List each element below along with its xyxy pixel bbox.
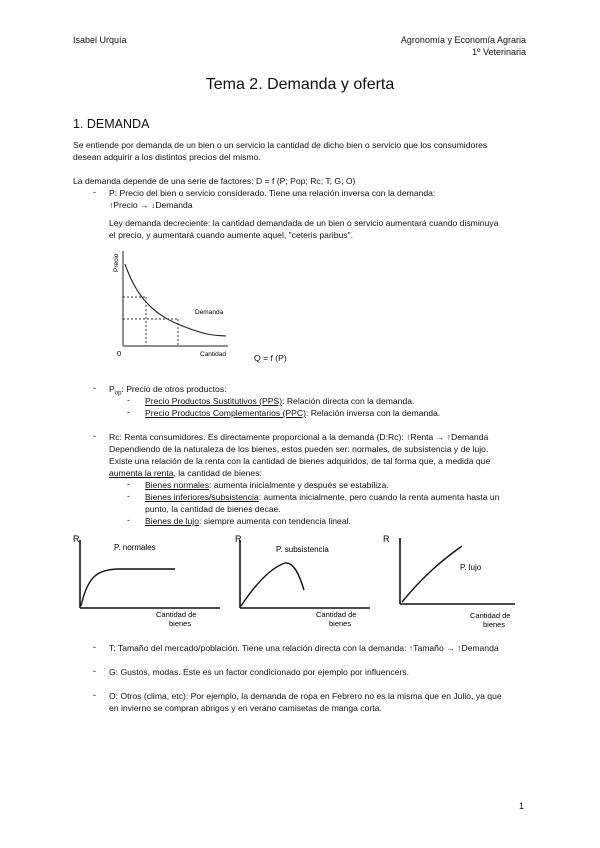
pop-pps: Precio Productos Sustitutivos (PPS): Relación directa con la demanda. xyxy=(145,396,415,406)
page-number: 1 xyxy=(519,801,525,811)
bullet-dash: - xyxy=(93,431,96,441)
bullet-dash: - xyxy=(93,690,96,700)
x-axis-label-2: bienes xyxy=(483,620,506,629)
rc-line-3: Existe una relación de la renta con la cantidad de bienes adquiridos, de tal forma que, a medida que xyxy=(109,456,491,466)
pop-line: $P_{op}$: Precio de otros productos: xyxy=(109,384,227,397)
pop-ppc: Precio Productos Complementarios (PPC): Relación inversa con la demanda. xyxy=(145,408,441,418)
normales-label: P. normales xyxy=(114,543,156,552)
demand-origin: 0 xyxy=(117,349,122,358)
demand-curve xyxy=(125,264,226,336)
demand-chart xyxy=(110,248,240,363)
sub-dash: - xyxy=(127,407,130,417)
o-line-1: O: Otros (clima, etc): Por ejemplo, la demanda de ropa en Febrero no es la misma que en Julio, ya que xyxy=(109,691,502,701)
p-line-1: P: Precio del bien o servicio considerado. Tiene una relación inversa con la demanda: xyxy=(109,188,436,198)
demand-formula: Q = f (P) xyxy=(254,353,287,363)
bullet-dash: - xyxy=(93,187,96,197)
header-year: 1º Veterinaria xyxy=(472,47,526,57)
r-axis-label: R xyxy=(73,534,80,544)
bullet-dash: - xyxy=(93,642,96,652)
normales-curve xyxy=(81,569,175,606)
r-axis-label: R xyxy=(383,534,390,544)
income-charts xyxy=(70,530,530,638)
g-line: G: Gustos, modas. Este es un factor condicionado por ejemplo por influencers. xyxy=(109,667,409,677)
bullet-dash: - xyxy=(93,383,96,393)
factors-intro: La demanda depende de una serie de factores: D = f (P; Pop; Rc; T; G; O) xyxy=(73,176,356,186)
t-line: T: Tamaño del mercado/población. Tiene una relación directa con la demanda: ↑Tamaño → ↑Demanda xyxy=(109,643,499,653)
rc-line-1: Rc: Renta consumidores. Es directamente proporcional a la demanda (D:Rc): ↑Renta → ↑Demanda xyxy=(109,432,489,442)
sub-dash: - xyxy=(127,515,130,525)
x-axis-label-1: Cantidad de xyxy=(316,610,357,619)
sub-dash: - xyxy=(127,479,130,489)
rc-line-4: aumenta la renta, la cantidad de bienes: xyxy=(109,468,262,478)
r-axis-label: R xyxy=(235,534,242,544)
section-heading: 1. DEMANDA xyxy=(73,117,150,131)
chart-lujo xyxy=(383,534,515,629)
rc-normales: Bienes normales: aumenta inicialmente y después se estabiliza. xyxy=(145,480,389,490)
sub-dash: - xyxy=(127,395,130,405)
intro-line-2: desean adquirir a los distintos precios del mismo. xyxy=(73,152,261,162)
x-axis-label-1: Cantidad de xyxy=(470,611,511,620)
header-course: Agronomía y Economía Agraria xyxy=(400,35,526,45)
x-axis-label-2: bienes xyxy=(169,619,192,628)
x-axis-label-1: Cantidad de xyxy=(156,610,197,619)
chart-normales xyxy=(73,534,220,628)
rc-subsistencia: Bienes inferiores/subsistencia: aumenta inicialmente, pero cuando la renta aumenta hasta un xyxy=(145,492,500,502)
demand-xlabel: Cantidad xyxy=(200,351,227,358)
subsistencia-label: P. subsistencia xyxy=(276,545,329,554)
header-author: Isabel Urquía xyxy=(73,35,127,45)
sub-dash: - xyxy=(127,491,130,501)
chart-subsistencia xyxy=(235,534,370,628)
p-law-line-2: el precio, y aumentará cuando aumente aquel, "ceteris paribus". xyxy=(109,230,354,240)
subsistencia-curve xyxy=(241,563,304,606)
p-line-2: ↑Precio → ↓Demanda xyxy=(109,200,193,210)
intro-line-1: Se entiende por demanda de un bien o un servicio la cantidad de dicho bien o servicio que los consumidores xyxy=(73,140,488,150)
lujo-curve xyxy=(402,546,462,602)
demand-curve-label: Demanda xyxy=(195,309,224,316)
o-line-2: en invierno se compran abrigos y en verano camisetas de manga corta. xyxy=(109,703,382,713)
x-axis-label-2: bienes xyxy=(329,619,352,628)
lujo-label: P. lujo xyxy=(460,563,482,572)
bullet-dash: - xyxy=(93,666,96,676)
page-title: Tema 2. Demanda y oferta xyxy=(205,76,395,93)
rc-subsistencia-line-2: punto, la cantidad de bienes decae. xyxy=(145,504,281,514)
rc-lujo: Bienes de lujo: siempre aumenta con tendencia lineal. xyxy=(145,516,351,526)
p-law-line-1: Ley demanda decreciente: la cantidad demandada de un bien o servicio aumentará cuando disminuya xyxy=(109,218,499,228)
demand-ylabel: Precio xyxy=(113,253,120,272)
rc-line-2: Dependiendo de la naturaleza de los bienes, estos pueden ser: normales, de subsistencia y de lujo. xyxy=(109,444,489,454)
